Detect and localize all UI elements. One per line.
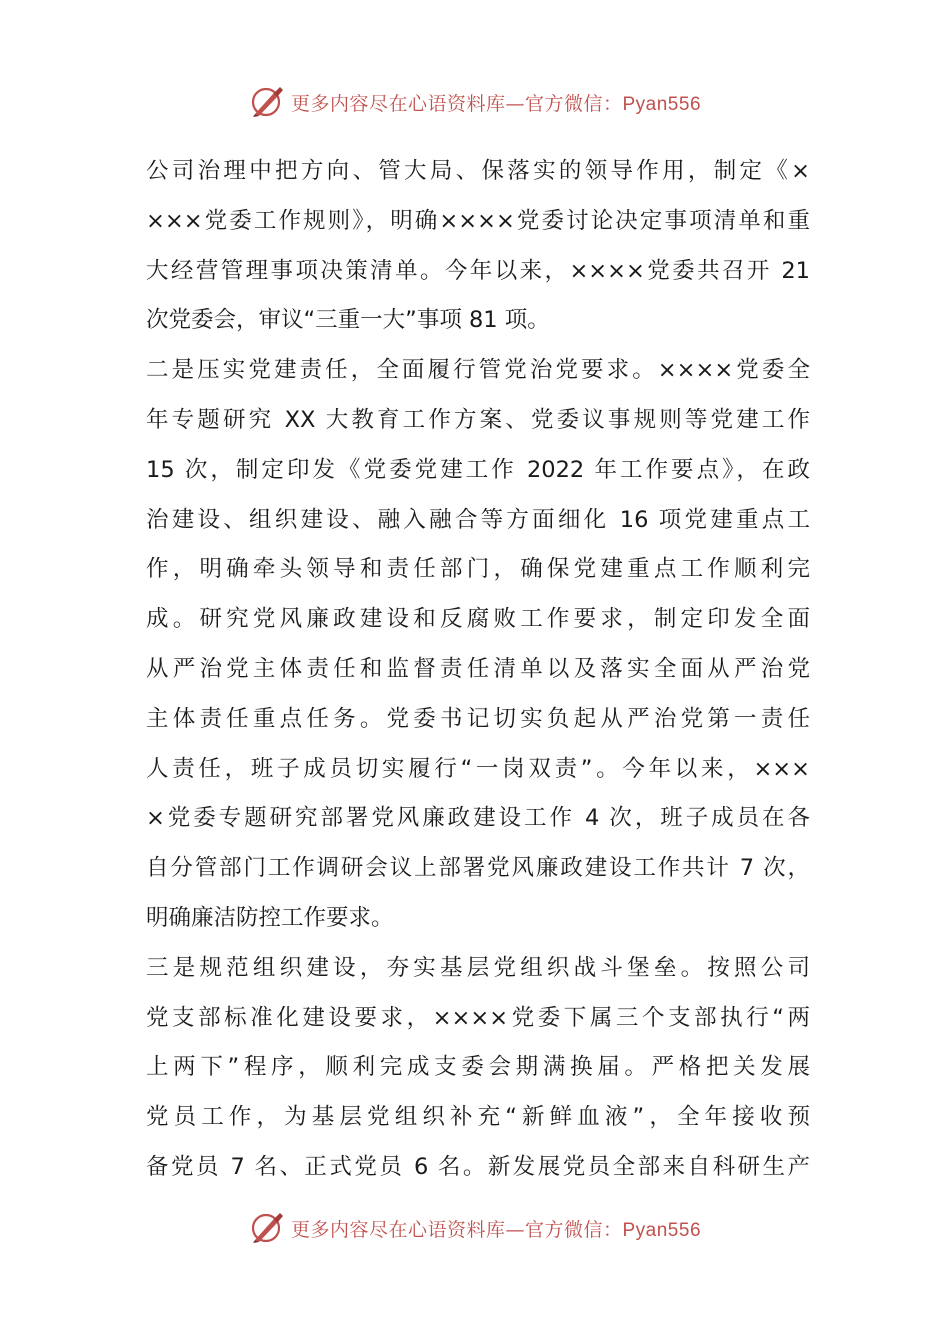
header-banner-wechat-id: Pyan556 (622, 93, 702, 115)
header-watermark-banner (0, 82, 950, 122)
body-text-line: 主体责任重点任务。党委书记切实负起从严治党第一责任 (146, 705, 810, 732)
body-text-line: 明确廉洁防控工作要求。 (146, 904, 394, 931)
body-text-line: 上两下”程序，顺利完成支委会期满换届。严格把关发展 (146, 1054, 810, 1081)
header-banner-separator: — (505, 92, 525, 115)
footer-banner-separator: — (505, 1218, 525, 1241)
body-text-line: 年专题研究 XX 大教育工作方案、党委议事规则等党建工作 (146, 406, 810, 433)
body-text-line: 15 次，制定印发《党委党建工作 2022 年工作要点》，在政 (146, 456, 810, 483)
body-text-line: 从严治党主体责任和监督责任清单以及落实全面从严治党 (146, 655, 810, 682)
body-text-line: 自分管部门工作调研会议上部署党风廉政建设工作共计 7 次， (146, 855, 810, 882)
pen-logo-icon (249, 84, 285, 120)
body-text-line: 作，明确牵头领导和责任部门，确保党建重点工作顺利完 (146, 556, 810, 583)
body-text-line: 备党员 7 名、正式党员 6 名。新发展党员全部来自科研生产 (146, 1153, 810, 1180)
body-text-line: 公司治理中把方向、管大局、保落实的领导作用，制定《× (146, 158, 810, 184)
body-text-line: 三是规范组织建设，夯实基层党组织战斗堡垒。按照公司 (146, 954, 810, 981)
body-text-line: 次党委会，审议“三重一大”事项 81 项。 (146, 307, 550, 334)
footer-banner-title: 更多内容尽在心语资料库 (290, 1218, 506, 1241)
body-text-line: 党员工作，为基层党组织补充“新鲜血液”，全年接收预 (146, 1104, 810, 1131)
body-text-line: 人责任，班子成员切实履行“一岗双责”。今年以来，××× (146, 755, 810, 782)
pen-logo-icon (249, 1210, 285, 1246)
body-text-line: 成。研究党风廉政建设和反腐败工作要求，制定印发全面 (146, 606, 810, 633)
body-text-line: ×党委专题研究部署党风廉政建设工作 4 次，班子成员在各 (146, 805, 810, 832)
body-text-line: ×××党委工作规则》，明确××××党委讨论决定事项清单和重 (146, 207, 810, 234)
body-text-line: 党支部标准化建设要求，××××党委下属三个支部执行“两 (146, 1004, 810, 1031)
body-text-line: 二是压实党建责任，全面履行管党治党要求。××××党委全 (146, 357, 810, 384)
footer-banner-wechat-label: 官方微信： (524, 1218, 623, 1241)
header-watermark-text (291, 89, 701, 116)
body-text-line: 大经营管理事项决策清单。今年以来，××××党委共召开 21 (146, 257, 810, 284)
footer-banner-wechat-id: Pyan556 (622, 1219, 702, 1241)
body-text-line: 治建设、组织建设、融入融合等方面细化 16 项党建重点工 (146, 506, 810, 533)
footer-watermark-banner (0, 1208, 950, 1248)
footer-watermark-text (291, 1215, 701, 1242)
header-banner-title: 更多内容尽在心语资料库 (290, 92, 506, 115)
document-body (146, 147, 810, 1193)
header-banner-wechat-label: 官方微信： (524, 92, 623, 115)
